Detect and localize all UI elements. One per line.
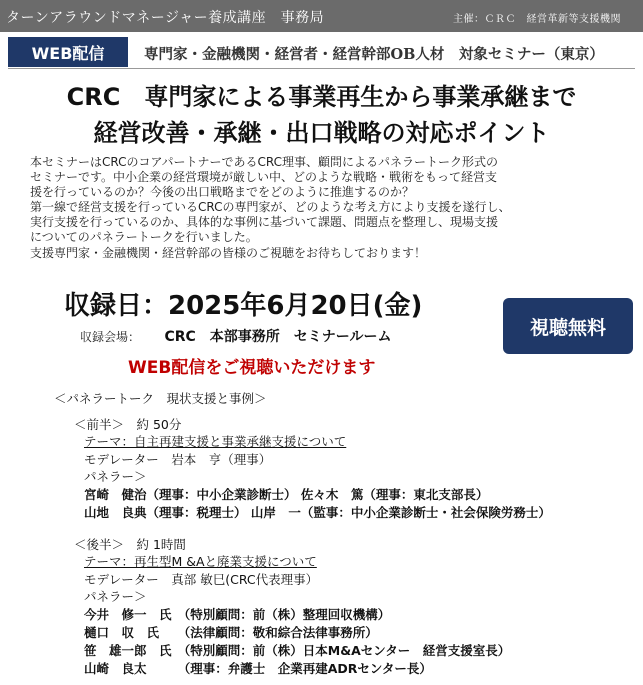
first-half-theme: テーマ：自主再建支援と事業承継支援について — [84, 434, 347, 449]
venue-value: CRC 本部事務所 セミナールーム — [164, 329, 392, 345]
paneler-row: 山地 良典（理事：税理士） 山岸 一（監事：中小企業診断士・社会保険労務士） — [84, 505, 551, 520]
paneler-row: 山崎 良太 （理事：弁護士 企業再建ADRセンター長） — [84, 661, 432, 676]
venue-label: 収録会場： — [80, 330, 141, 344]
web-delivery-badge: WEB配信 — [8, 37, 128, 67]
description-line: 支援専門家・金融機関・経営幹部の皆様のご視聴をお待ちしております！ — [30, 245, 427, 260]
paneler-row: 今井 修一 氏 （特別顧問：前（株）整理回収機構） — [84, 607, 391, 622]
organizer-name: ターンアラウンドマネージャー養成講座 事務局 — [6, 10, 325, 26]
seminar-title-line-1: CRC 専門家による事業再生から事業承継まで — [66, 83, 577, 111]
second-half-moderator: モデレーター 真部 敏巳(CRC代表理事） — [84, 572, 319, 587]
web-delivery-note: WEB配信をご視聴いただけます — [128, 358, 376, 378]
description-line: 第一線で経営支援を行っているCRCの専門家が、どのような考え方により支援を遂行し、 — [30, 200, 511, 215]
second-half-panelers-label: パネラー＞ — [84, 589, 147, 604]
paneler-row: 笹 雄一郎 氏 （特別顧問：前（株）日本M&Aセンター 経営支援室長） — [84, 643, 511, 658]
first-half-heading: ＜前半＞ 約 50分 — [74, 417, 182, 432]
description-line: セミナーです。中小企業の経営環境が厳しい中、どのような戦略・戦術をもって経営支 — [30, 170, 498, 185]
panel-heading: ＜パネラートーク 現状支援と事例＞ — [54, 391, 267, 406]
seminar-title-line-2: 経営改善・承継・出口戦略の対応ポイント — [93, 119, 550, 147]
seminar-description — [30, 155, 620, 261]
first-half-moderator: モデレーター 岩本 亨（理事） — [84, 452, 272, 467]
header-bar — [0, 0, 643, 32]
second-half-theme: テーマ：再生型M &Aと廃業支援について — [84, 554, 317, 569]
free-viewing-button[interactable]: 視聴無料 — [503, 298, 633, 354]
description-line: 本セミナーはCRCのコアパートナーであるCRC理事、顧問によるパネラートーク形式の — [30, 155, 499, 169]
paneler-row: 宮崎 健治（理事：中小企業診断士） 佐々木 篤（理事：東北支部長） — [84, 487, 489, 502]
venue — [80, 326, 392, 346]
paneler-row: 樋口 収 氏 （法律顧問：敬和綜合法律事務所） — [84, 625, 378, 640]
recording-date: 収録日：2025年6月20日(金) — [64, 291, 423, 321]
description-line: 援を行っているのか？今後の出口戦略までをどのように推進するのか？ — [30, 185, 415, 200]
first-half-panelers-label: パネラー＞ — [84, 469, 147, 484]
description-line: 実行支援を行っているのか、具体的な事例に基づいて課題、問題点を整理し、現場支援 — [30, 215, 499, 230]
web-delivery-row — [8, 37, 635, 67]
description-line: についてのパネラートークを行いました。 — [30, 230, 258, 245]
target-audience: 専門家・金融機関・経営者・経営幹部OB人材 対象セミナー（東京） — [144, 46, 604, 63]
host-name: 主催：ＣＲＣ 経営革新等支援機関 — [453, 14, 621, 25]
divider — [8, 68, 635, 69]
second-half-heading: ＜後半＞ 約 1時間 — [74, 537, 186, 552]
